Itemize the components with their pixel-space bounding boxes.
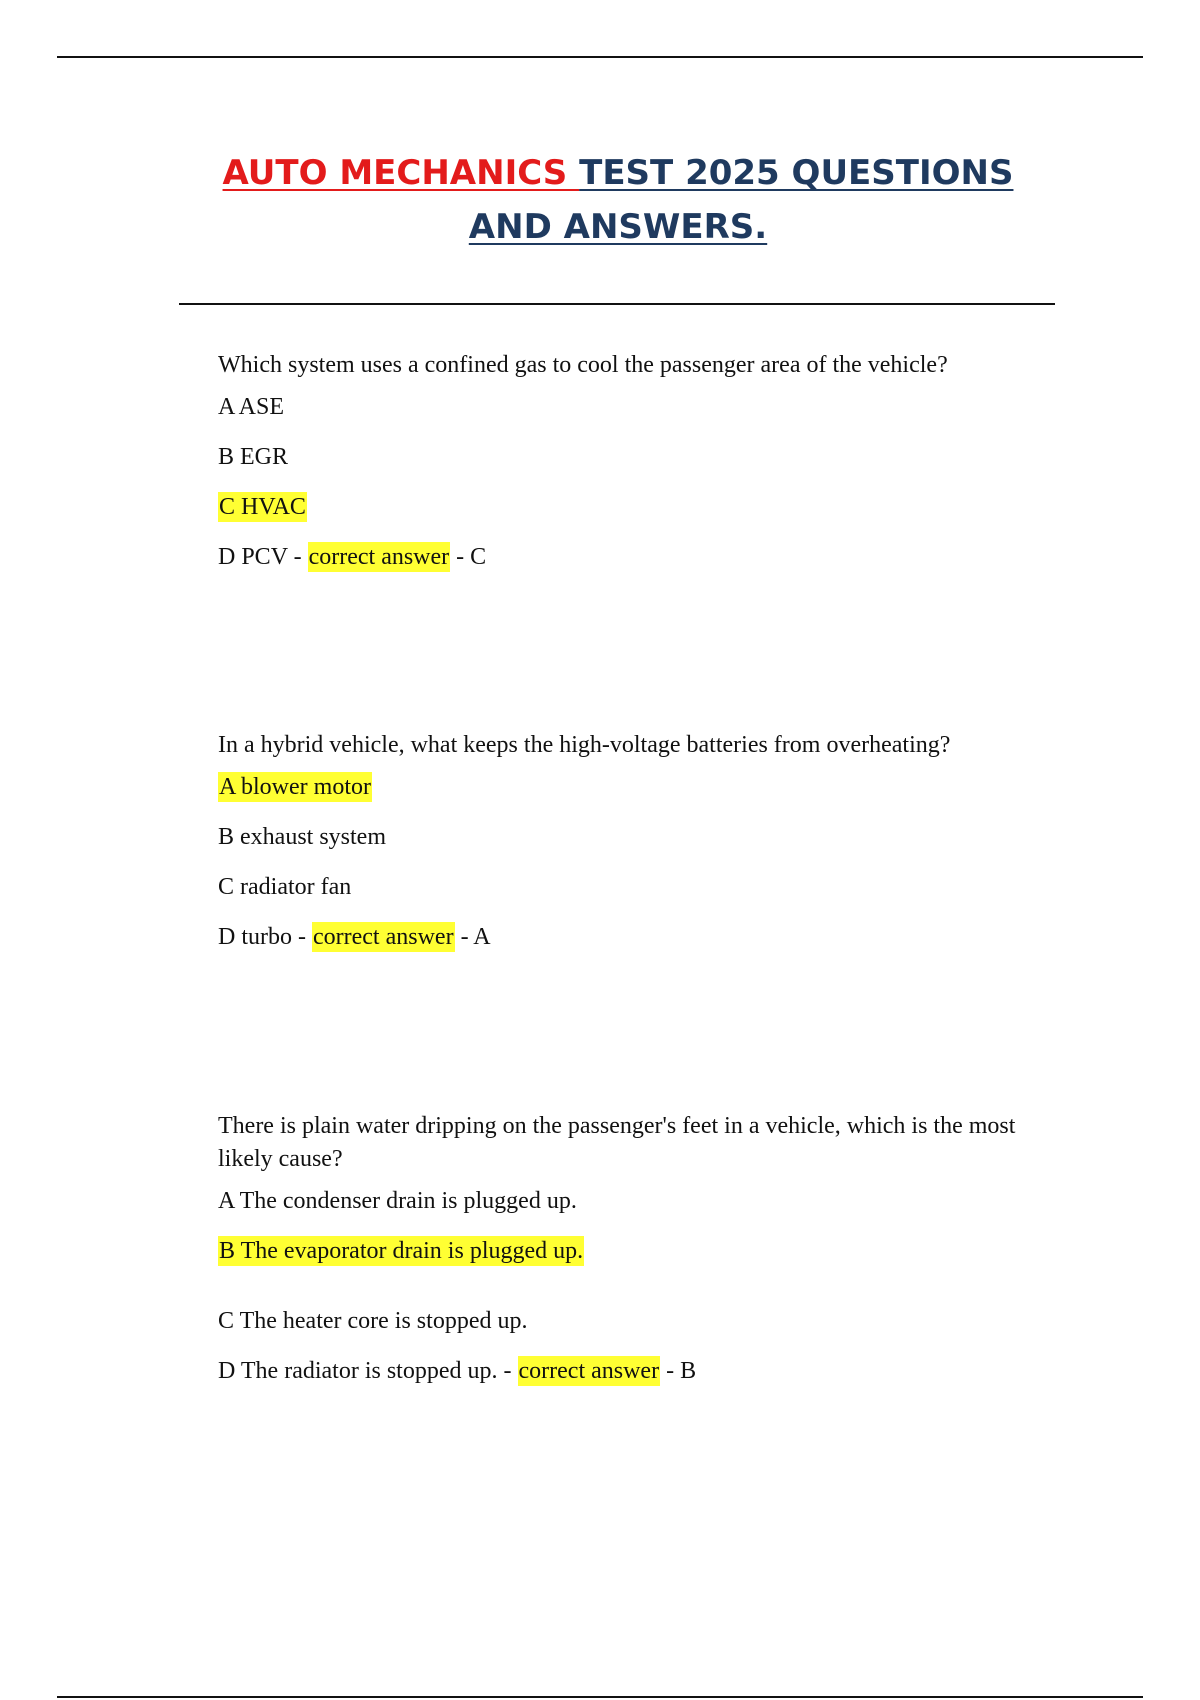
option-a: A The condenser drain is plugged up. — [218, 1188, 577, 1214]
question-text: In a hybrid vehicle, what keeps the high-voltage batteries from overheating? — [218, 732, 951, 758]
answer-letter: - C — [450, 544, 487, 570]
option-c: C The heater core is stopped up. — [218, 1308, 528, 1334]
title-blue-part-2: AND ANSWERS. — [468, 207, 768, 247]
question-block-2 — [218, 729, 1038, 962]
correct-answer-label: correct answer — [518, 1358, 660, 1384]
option-d: D PCV - correct answer - C — [218, 544, 487, 570]
question-block-3 — [218, 1110, 1038, 1396]
question-text: There is plain water dripping on the passenger's feet in a vehicle, which is the most likely cause? — [218, 1113, 1016, 1172]
option-b: B exhaust system — [218, 824, 386, 850]
option-d: D turbo - correct answer - A — [218, 924, 491, 950]
correct-answer-label: correct answer — [308, 544, 450, 570]
title-blue-part-1: TEST 2025 QUESTIONS — [579, 153, 1014, 193]
title-divider — [179, 303, 1055, 305]
top-rule — [57, 56, 1143, 58]
option-c-correct — [218, 482, 1038, 532]
question-text: Which system uses a confined gas to cool the passenger area of the vehicle? — [218, 352, 948, 378]
highlighted-option: C HVAC — [219, 494, 306, 520]
option-a-correct — [218, 762, 1038, 812]
option-b: B EGR — [218, 444, 289, 470]
option-d: D The radiator is stopped up. - correct answer - B — [218, 1358, 697, 1384]
answer-letter: - A — [454, 924, 491, 950]
option-c: C radiator fan — [218, 874, 352, 900]
highlighted-option: B The evaporator drain is plugged up. — [219, 1238, 584, 1264]
option-b-correct — [218, 1226, 1038, 1276]
document-title — [150, 146, 1086, 254]
highlighted-option: A blower motor — [219, 774, 371, 800]
answer-letter: - B — [660, 1358, 697, 1384]
correct-answer-label: correct answer — [312, 924, 454, 950]
spacer — [218, 1276, 1038, 1296]
title-red-part: AUTO MECHANICS — [222, 153, 580, 193]
bottom-rule — [57, 1696, 1143, 1698]
question-block-1 — [218, 349, 1038, 582]
option-a: A ASE — [218, 394, 285, 420]
